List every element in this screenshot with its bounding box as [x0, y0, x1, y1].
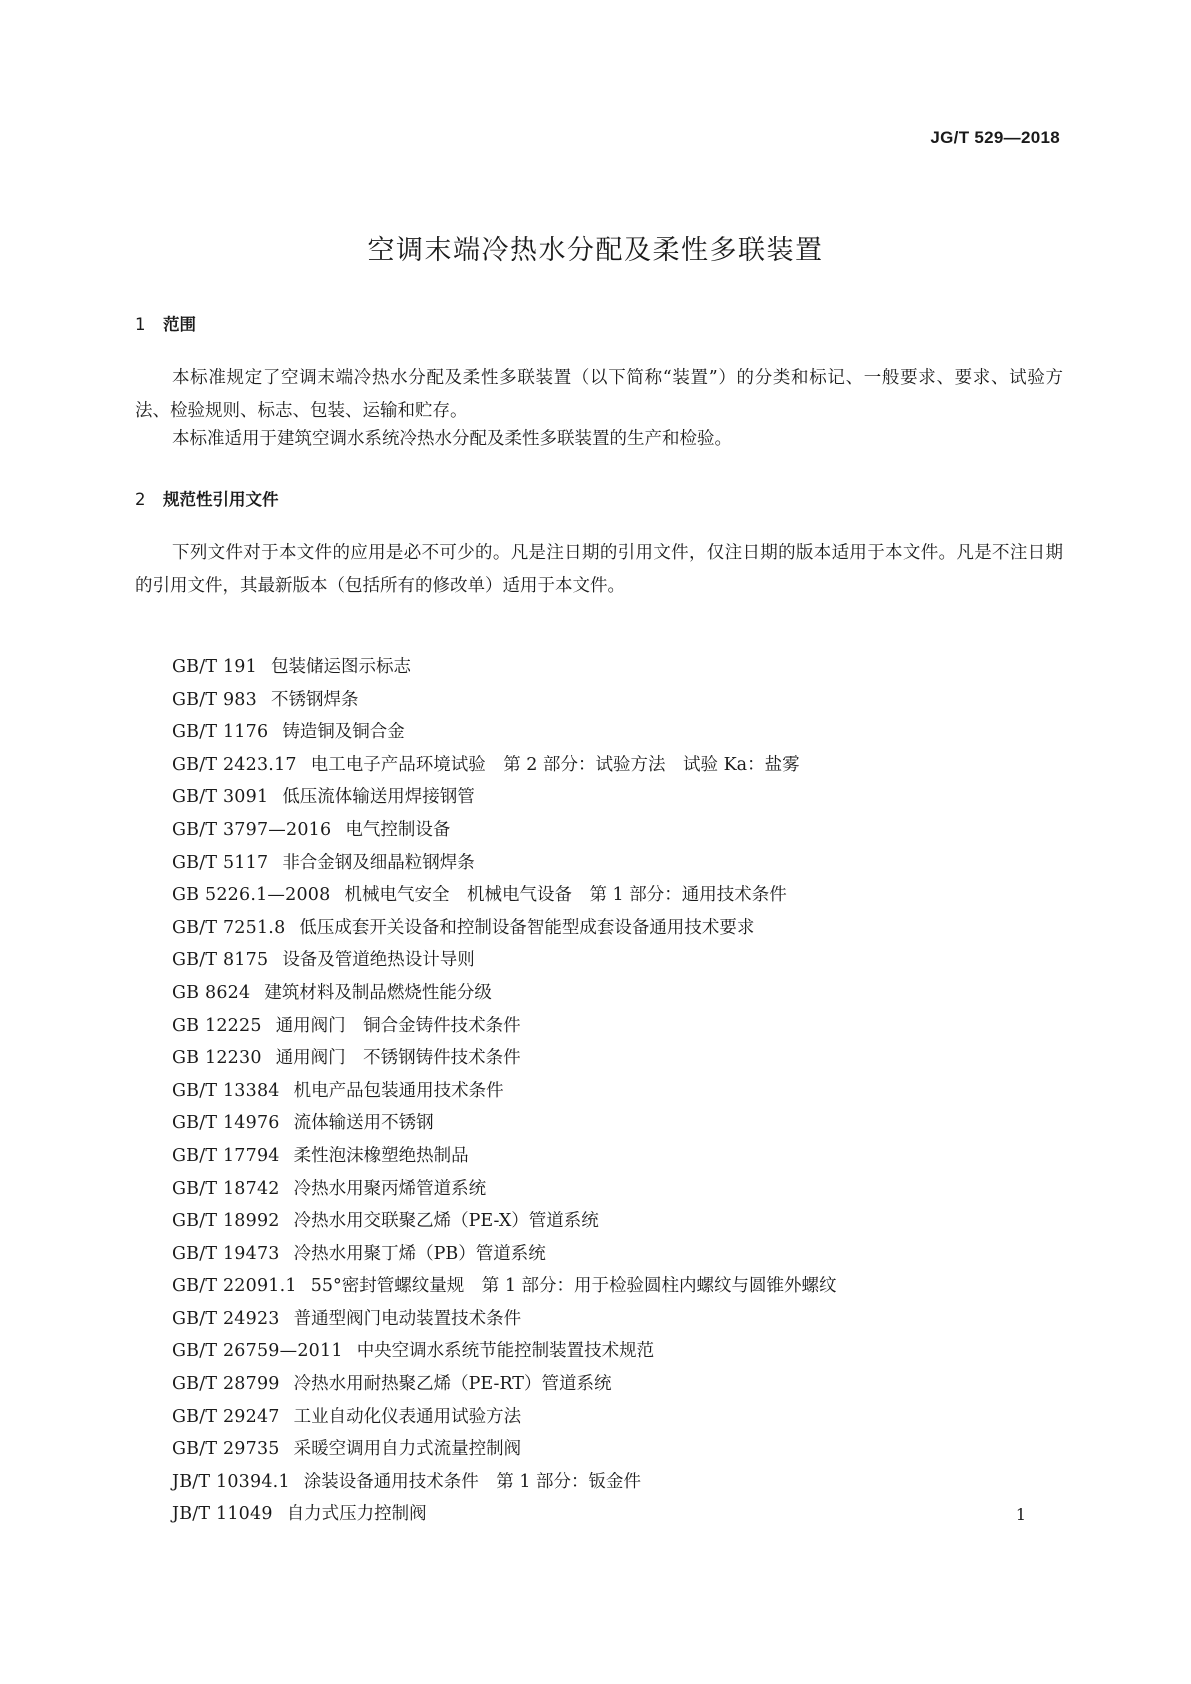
reference-title: 55°密封管螺纹量规 第 1 部分：用于检验圆柱内螺纹与圆锥外螺纹 [310, 1276, 837, 1297]
reference-item [172, 1075, 837, 1108]
reference-title: 非合金钢及细晶粒钢焊条 [282, 852, 475, 873]
reference-code: GB/T 5117 [172, 852, 269, 873]
reference-code: GB/T 983 [172, 689, 257, 710]
reference-title: 涂装设备通用技术条件 第 1 部分：钣金件 [303, 1471, 642, 1492]
reference-code: GB/T 26759—2011 [172, 1341, 343, 1362]
reference-item [172, 814, 837, 847]
reference-code: GB 12230 [172, 1048, 262, 1069]
reference-code: JB/T 11049 [172, 1504, 273, 1525]
reference-code: GB/T 1176 [172, 722, 269, 743]
reference-code: GB/T 14976 [172, 1113, 280, 1134]
reference-title: 采暖空调用自力式流量控制阀 [293, 1439, 522, 1460]
reference-title: 低压成套开关设备和控制设备智能型成套设备通用技术要求 [299, 917, 755, 938]
reference-title: 冷热水用耐热聚乙烯（PE-RT）管道系统 [293, 1374, 612, 1395]
scope-paragraph: 本标准规定了空调末端冷热水分配及柔性多联装置（以下简称“装置”）的分类和标记、一般要求、要求、试验方法、检验规则、标志、包装、运输和贮存。 [135, 368, 1063, 421]
reference-code: GB 12225 [172, 1015, 262, 1036]
reference-code: GB/T 3797—2016 [172, 819, 332, 840]
reference-code: GB/T 3091 [172, 787, 269, 808]
page-number: 1 [1015, 1505, 1026, 1524]
references-intro-paragraph: 下列文件对于本文件的应用是必不可少的。凡是注日期的引用文件，仅注日期的版本适用于本文件。凡是不注日期的引用文件，其最新版本（包括所有的修改单）适用于本文件。 [135, 543, 1063, 596]
reference-item [172, 879, 837, 912]
standard-code: JG/T 529—2018 [930, 128, 1060, 147]
reference-item [172, 1140, 837, 1173]
reference-item [172, 1205, 837, 1238]
reference-item [172, 1042, 837, 1075]
reference-code: JB/T 10394.1 [172, 1471, 290, 1492]
scope-paragraph: 本标准适用于建筑空调水系统冷热水分配及柔性多联装置的生产和检验。 [172, 429, 732, 449]
reference-title: 中央空调水系统节能控制装置技术规范 [356, 1341, 655, 1362]
reference-code: GB/T 28799 [172, 1374, 280, 1395]
reference-title: 建筑材料及制品燃烧性能分级 [264, 982, 492, 1003]
reference-title: 普通型阀门电动装置技术条件 [293, 1308, 522, 1329]
reference-code: GB 8624 [172, 982, 251, 1003]
reference-title: 冷热水用聚丙烯管道系统 [293, 1178, 487, 1199]
reference-list [172, 651, 837, 1531]
reference-title: 通用阀门 铜合金铸件技术条件 [275, 1015, 521, 1036]
reference-item [172, 1303, 837, 1336]
section-title: 范围 [163, 315, 196, 334]
reference-code: GB/T 7251.8 [172, 917, 286, 938]
reference-code: GB/T 191 [172, 657, 257, 677]
section-heading-normative-references [135, 486, 279, 510]
reference-code: GB/T 18992 [172, 1211, 280, 1232]
reference-code: GB/T 19473 [172, 1243, 280, 1264]
reference-item [172, 781, 837, 814]
reference-code: GB/T 18742 [172, 1178, 280, 1199]
reference-code: GB 5226.1—2008 [172, 885, 331, 906]
reference-item [172, 912, 837, 945]
reference-item [172, 847, 837, 880]
reference-item [172, 1368, 837, 1401]
reference-code: GB/T 29735 [172, 1439, 280, 1460]
reference-item [172, 1270, 837, 1303]
reference-title: 柔性泡沫橡塑绝热制品 [293, 1145, 469, 1166]
reference-code: GB/T 13384 [172, 1080, 280, 1101]
reference-item [172, 1498, 837, 1531]
reference-title: 低压流体输送用焊接钢管 [282, 787, 475, 808]
reference-item [172, 1107, 837, 1140]
reference-title: 冷热水用交联聚乙烯（PE-X）管道系统 [293, 1211, 599, 1232]
reference-title: 冷热水用聚丁烯（PB）管道系统 [293, 1243, 546, 1264]
reference-code: GB/T 8175 [172, 950, 269, 971]
reference-code: GB/T 29247 [172, 1406, 280, 1427]
reference-title: 电气控制设备 [345, 819, 451, 840]
reference-item [172, 684, 837, 717]
section-number: 2 [135, 490, 146, 509]
reference-item [172, 749, 837, 782]
section-title: 规范性引用文件 [163, 490, 279, 509]
reference-code: GB/T 2423.17 [172, 754, 297, 775]
reference-code: GB/T 22091.1 [172, 1276, 297, 1297]
reference-item [172, 1238, 837, 1271]
reference-title: 铸造铜及铜合金 [282, 722, 405, 743]
section-heading-scope [135, 311, 196, 335]
section-number: 1 [135, 315, 146, 334]
reference-title: 电工电子产品环境试验 第 2 部分：试验方法 试验 Ka：盐雾 [310, 754, 800, 775]
reference-item [172, 1466, 837, 1499]
reference-code: GB/T 24923 [172, 1308, 280, 1329]
reference-title: 机电产品包装通用技术条件 [293, 1080, 504, 1101]
reference-title: 不锈钢焊条 [270, 689, 359, 710]
reference-title: 自力式压力控制阀 [286, 1504, 427, 1525]
reference-item [172, 1173, 837, 1206]
reference-title: 通用阀门 不锈钢铸件技术条件 [275, 1048, 521, 1069]
reference-title: 流体输送用不锈钢 [293, 1113, 434, 1134]
reference-item [172, 1010, 837, 1043]
reference-item [172, 1433, 837, 1466]
reference-code: GB/T 17794 [172, 1145, 280, 1166]
reference-title: 设备及管道绝热设计导则 [282, 950, 475, 971]
reference-item [172, 1335, 837, 1368]
reference-item [172, 651, 837, 684]
reference-title: 机械电气安全 机械电气设备 第 1 部分：通用技术条件 [344, 885, 787, 906]
reference-item [172, 944, 837, 977]
reference-title: 工业自动化仪表通用试验方法 [293, 1406, 522, 1427]
reference-item [172, 1401, 837, 1434]
document-title: 空调末端冷热水分配及柔性多联装置 [367, 235, 824, 266]
reference-title: 包装储运图示标志 [270, 657, 411, 677]
reference-item [172, 977, 837, 1010]
reference-item [172, 716, 837, 749]
